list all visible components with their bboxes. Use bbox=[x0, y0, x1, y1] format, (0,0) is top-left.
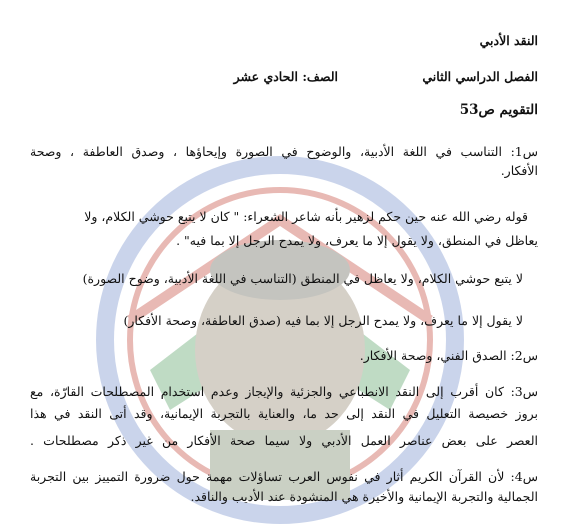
answer-3-line-3: العصر على بعض عناصر العمل الأدبي ولا سيما صحة الأفكار من غير ذكر مصطلحات . bbox=[30, 433, 538, 448]
explanation-line-2: لا يقول إلا ما يعرف، ولا يمدح الرجل إلا بما فيه (صدق العاطفة، وصحة الأفكار) bbox=[123, 313, 523, 328]
answer-1-line-2: الأفكار. bbox=[500, 163, 538, 178]
answer-4-line-2: الجمالية والتجربة الإيمانية والأخيرة هي المنشودة عند الأديب والناقد. bbox=[190, 489, 538, 504]
answer-1-line-1: س1: التناسب في اللغة الأدبية، والوضوح في الصورة وإيحاؤها ، وصدق العاطفة ، وصحة bbox=[30, 144, 538, 159]
quote-line-2: يعاظل في المنطق، ولا يقول إلا ما يعرف، ولا يمدح الرجل إلا بما فيه" . bbox=[176, 233, 538, 248]
grade-label: الصف: الحادي عشر bbox=[233, 69, 338, 84]
answer-2: س2: الصدق الفني، وصحة الأفكار. bbox=[359, 348, 538, 363]
answer-4-line-1: س4: لأن القرآن الكريم أثار في نفوس العرب تساؤلات مهمة حول ضرورة التمييز بين التجربة bbox=[30, 469, 538, 484]
answer-3-line-2: بروز خصيصة التعليل في النقد إلى حد ما، والعناية بالتجربة الإيمانية، وقد أتى النقد في هذا bbox=[30, 406, 538, 421]
evaluation-heading: التقويم ص53 bbox=[459, 102, 538, 118]
semester-label: الفصل الدراسي الثاني bbox=[422, 69, 538, 84]
answer-3-line-1: س3: كان أقرب إلى النقد الانطباعي والجزئية والإيجاز وعدم استخدام المصطلحات القارّة، مع bbox=[30, 384, 538, 399]
quote-line-1: قوله رضي الله عنه حين حكم لزهير بأنه شاعر الشعراء: " كان لا يتبع حوشي الكلام، ولا bbox=[84, 209, 528, 224]
explanation-line-1: لا يتبع حوشي الكلام، ولا يعاظل في المنطق (التناسب في اللغة الأدبية، وضوح الصورة) bbox=[82, 271, 523, 286]
page-title: النقد الأدبي bbox=[479, 33, 538, 48]
